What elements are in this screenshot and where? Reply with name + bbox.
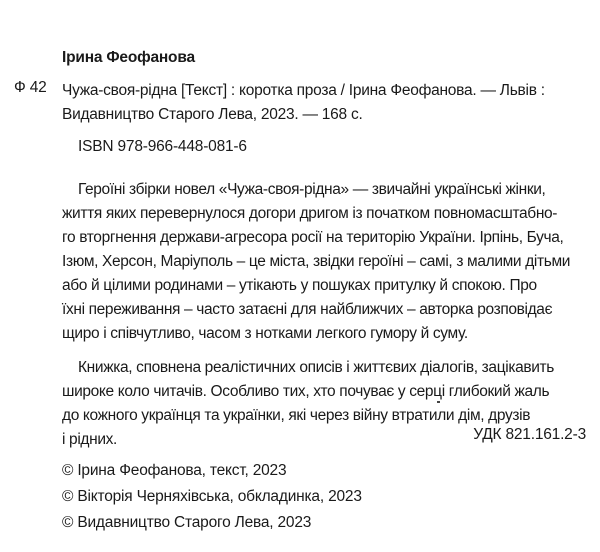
copyright-notices — [62, 458, 362, 536]
isbn: ISBN 978-966-448-081-6 — [78, 138, 247, 155]
annotation-line: го вторгнення держави-агресора росії на територію України. Ірпінь, Буча, — [62, 229, 564, 246]
copyright-line: © Видавництво Старого Лева, 2023 — [62, 514, 312, 531]
annotation — [62, 178, 586, 452]
annotation-line: і рідних. — [62, 431, 117, 448]
copyright-line: © Ірина Феофанова, текст, 2023 — [62, 462, 287, 479]
udk-code: УДК 821.161.2-3 — [473, 426, 586, 443]
copyright-line: © Вікторія Черняхівська, обкладинка, 2023 — [62, 488, 362, 505]
annotation-line: їхні переживання – часто затаєні для найближчих – авторка розповідає — [62, 301, 553, 318]
print-speck — [437, 401, 440, 403]
annotation-paragraph-1 — [62, 178, 586, 346]
annotation-line: до кожного українця та українки, які через війну втратили дім, друзів — [62, 407, 531, 424]
annotation-line: щиро і співчутливо, часом з нотками легкого гумору й суму. — [62, 325, 468, 342]
author-name: Ірина Феофанова — [62, 49, 195, 66]
annotation-line: Книжка, сповнена реалістичних описів і життєвих діалогів, зацікавить — [78, 359, 555, 376]
annotation-line: або й цілими родинами – утікають у пошуках притулку й спокою. Про — [62, 277, 537, 294]
annotation-line: Героїні збірки новел «Чужа-своя-рідна» — звичайні українські жінки, — [78, 181, 546, 198]
library-classmark: Ф 42 — [14, 79, 47, 96]
annotation-line: широке коло читачів. Особливо тих, хто почуває у серці глибокий жаль — [62, 383, 550, 400]
bibliographic-record — [62, 79, 582, 127]
bibliographic-line: Чужа-своя-рідна [Текст] : коротка проза / Ірина Феофанова. — Львів : — [62, 82, 545, 99]
bibliographic-line: Видавництво Старого Лева, 2023. — 168 с. — [62, 106, 363, 123]
annotation-line: Ізюм, Херсон, Маріуполь – це міста, звідки героїні – самі, з малими дітьми — [62, 253, 571, 270]
annotation-line: життя яких перевернулося догори дригом із початком повномасштабно- — [62, 205, 558, 222]
